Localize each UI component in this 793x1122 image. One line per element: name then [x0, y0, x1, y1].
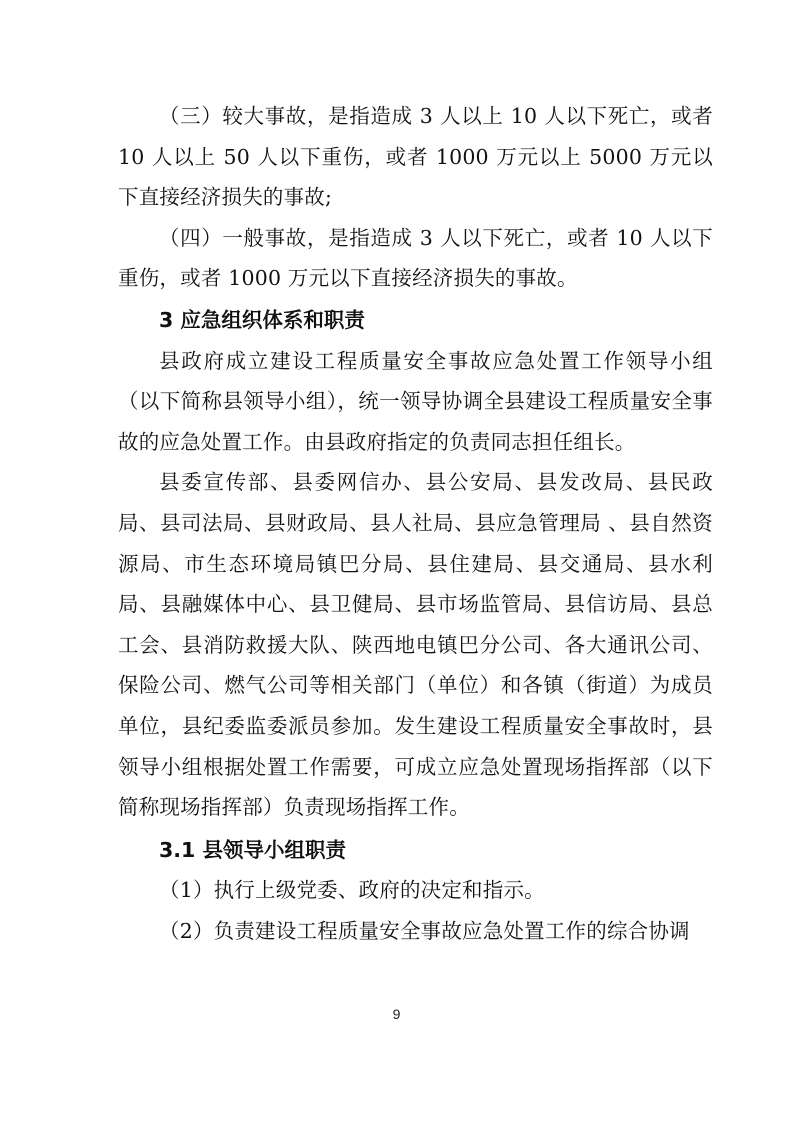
- page-number: 9: [392, 1006, 401, 1022]
- paragraph-duty-1: （1）执行上级党委、政府的决定和指示。: [159, 878, 545, 903]
- paragraph-member-units: 县委宣传部、县委网信办、县公安局、县发改局、县民政局、县司法局、县财政局、县人社局、县应急管理局 、县自然资源局、市生态环境局镇巴分局、县住建局、县交通局、县水利局、县融媒体中心、县卫健局、县市场监管局、县信访局、县总工会、县消防救援大队、陕西地电镇巴分公司、各大通讯公司、保险公司、燃气公司等相关部门（单位）和各镇（街道）为成员单位，县纪委监委派员参加。发生建设工程质量安全事故时，县领导小组根据处置工作需要，可成立应急处置现场指挥部（以下简称现场指挥部）负责现场指挥工作。: [118, 470, 713, 820]
- paragraph-general-accident: （四）一般事故，是指造成 3 人以下死亡，或者 10 人以下重伤，或者 1000 万元以下直接经济损失的事故。: [118, 225, 713, 291]
- document-body: [118, 96, 713, 951]
- paragraph-duty-2: （2）负责建设工程质量安全事故应急处置工作的综合协调: [159, 918, 690, 943]
- section-heading-3: 3 应急组织体系和职责: [159, 307, 365, 332]
- paragraph-major-accident: （三）较大事故，是指造成 3 人以上 10 人以下死亡，或者 10 人以上 50 人以下重伤，或者 1000 万元以上 5000 万元以下直接经济损失的事故;: [118, 104, 713, 210]
- paragraph-leadership-group: 县政府成立建设工程质量安全事故应急处置工作领导小组（以下简称县领导小组），统一领导协调全县建设工程质量安全事故的应急处置工作。由县政府指定的负责同志担任组长。: [118, 348, 713, 454]
- section-heading-3-1: 3.1 县领导小组职责: [159, 837, 346, 862]
